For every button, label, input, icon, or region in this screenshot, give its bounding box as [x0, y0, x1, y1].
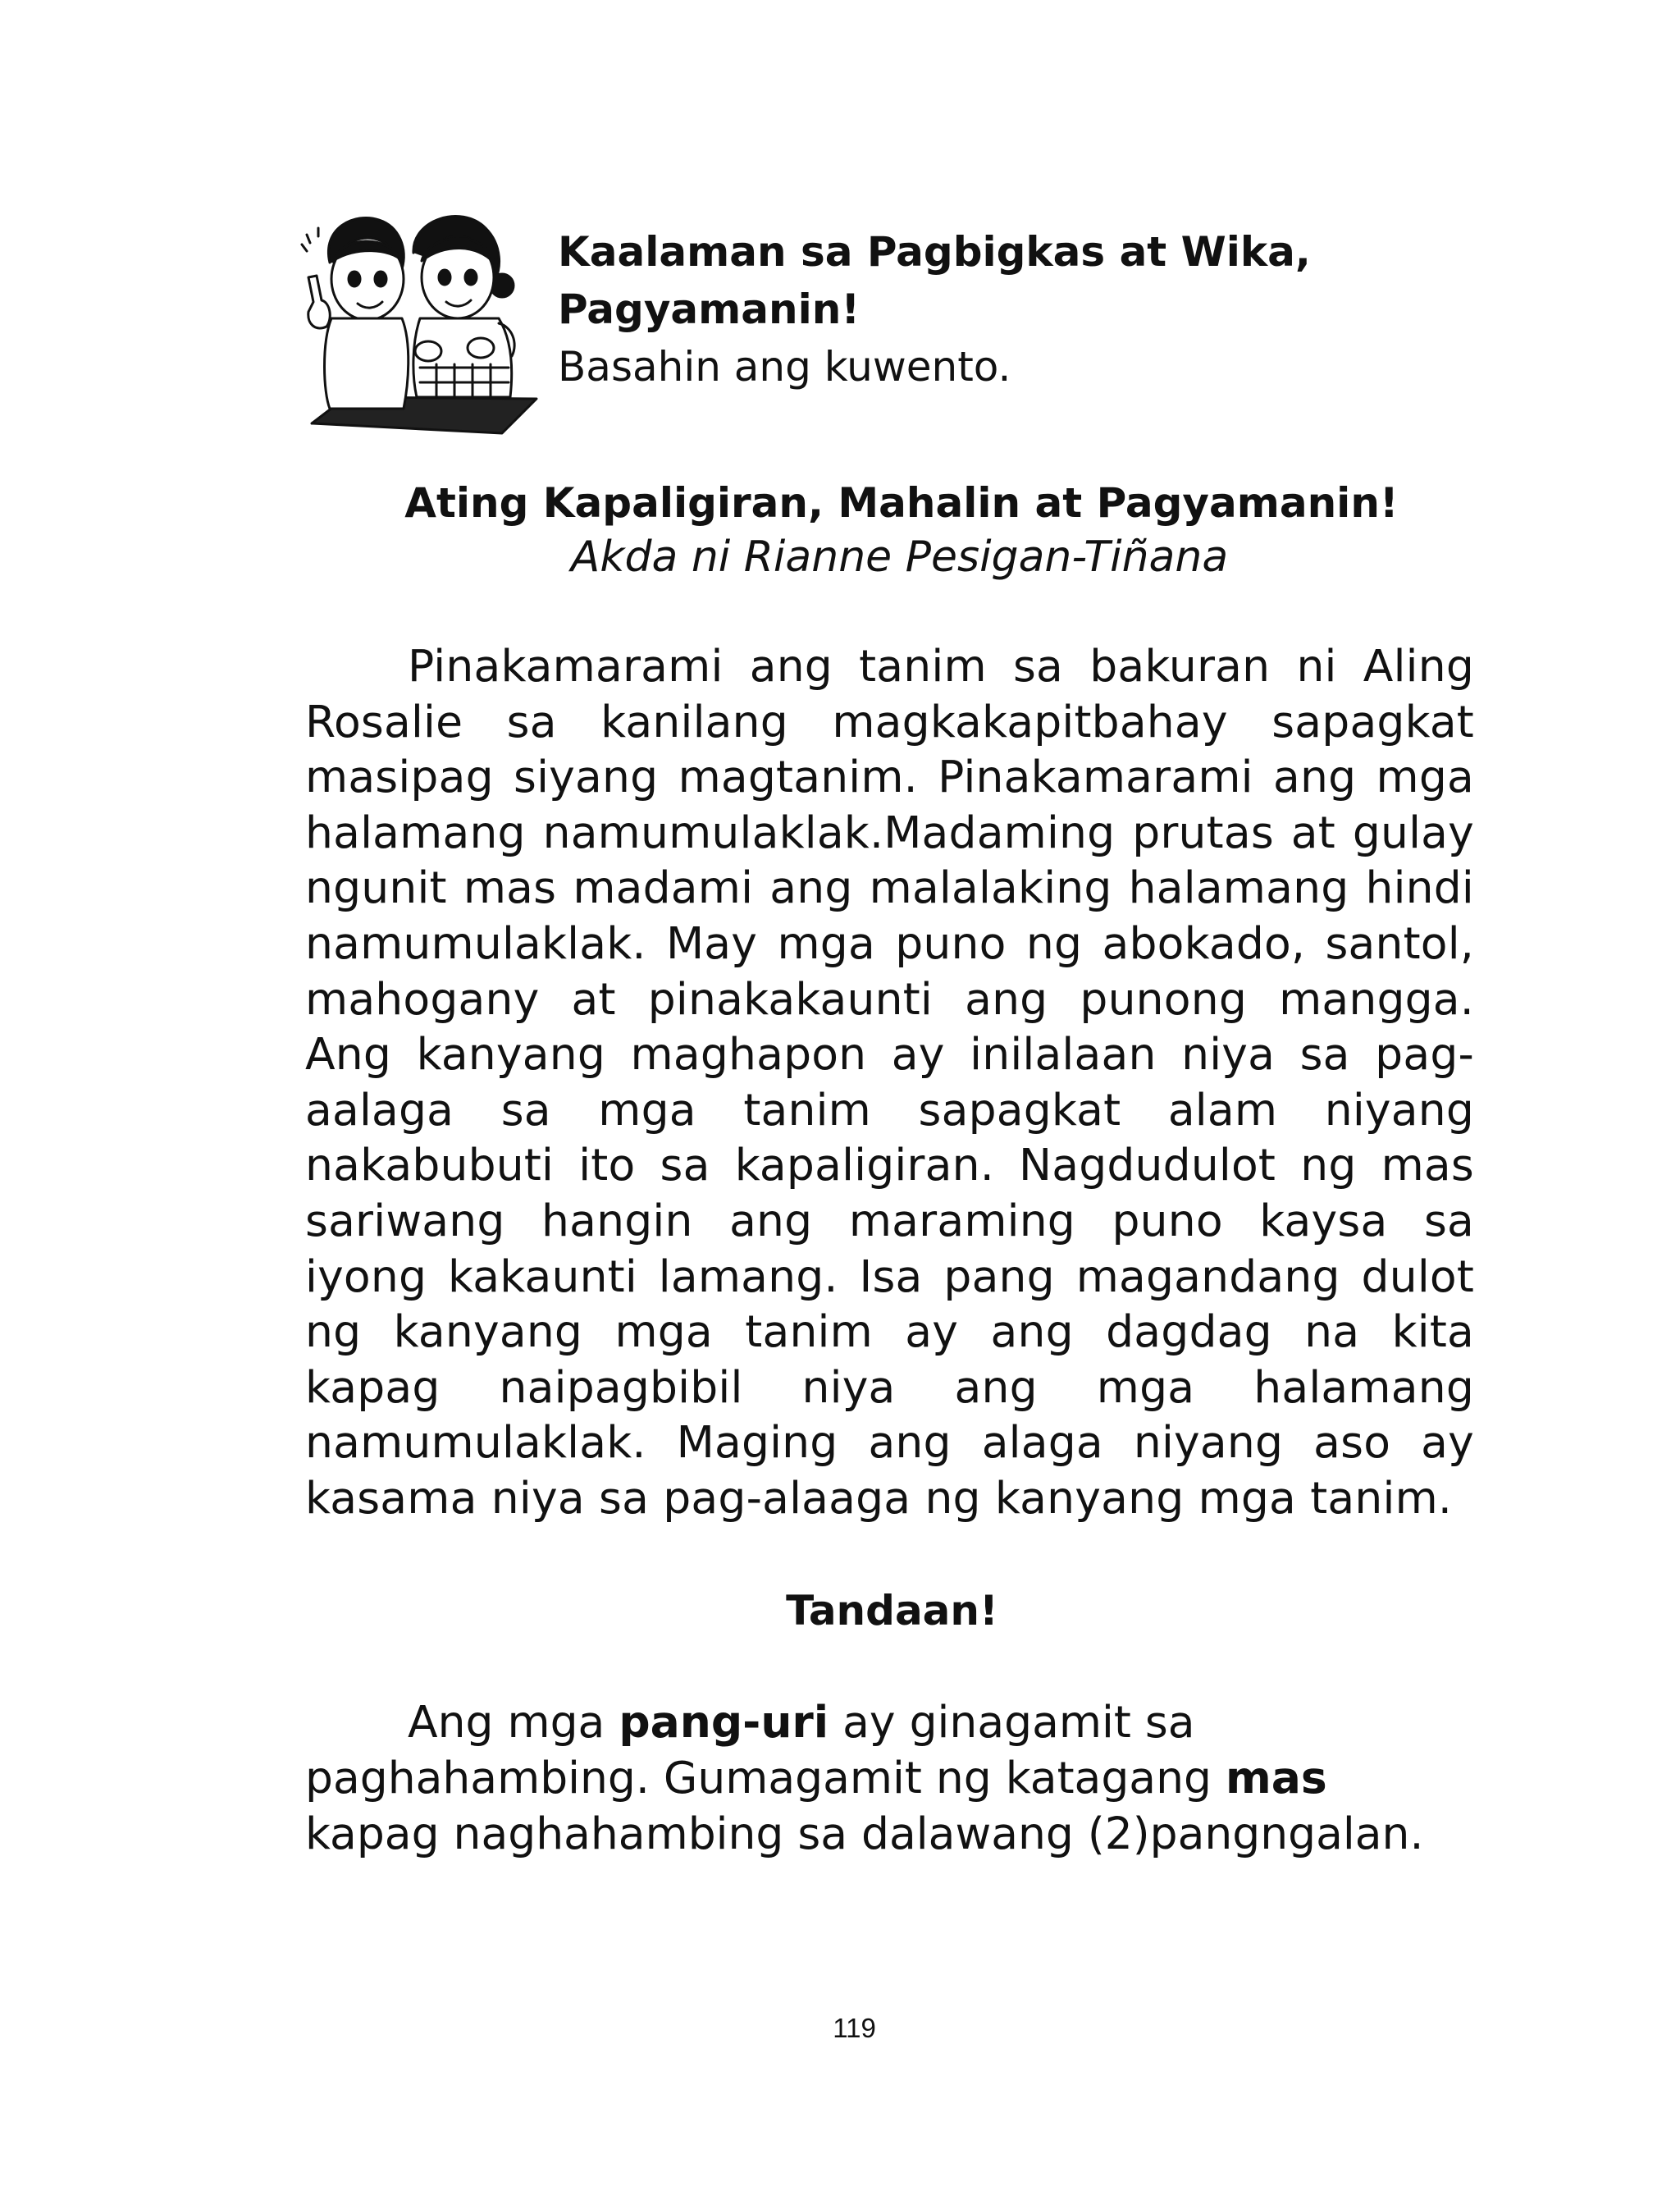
story-body: Pinakamarami ang tanim sa bakuran ni Aling Rosalie sa kanilang magkakapitbahay sapagkat masipag siyang magtanim. Pinakamarami ang mga halamang namumulaklak.Madaming prutas at gulay ngunit mas madami ang malalaking halamang hindi namumulaklak. May mga puno ng abokado, santol, mahogany at pinakakaunti ang punong mangga. Ang kanyang maghapon ay inilalaan niya sa pag-aalaga sa mga tanim sapagkat alam niyang nakabubuti ito sa kapaligiran. Nagdudulot ng mas sariwang hangin ang maraming puno kaysa sa iyong kakaunti lamang. Isa pang magandang dulot ng kanyang mga tanim ay ang dagdag na kita kapag naipagbibil niya ang mga halamang namumulaklak. Maging ang alaga niyang aso ay kasama niya sa pag-alaaga ng kanyang mga tanim. [305, 640, 1474, 1524]
rule-text [305, 1694, 1503, 1862]
children-illustration [297, 203, 543, 450]
rule-line3: kapag naghahambing sa dalawang (2)pangngalan. [305, 1808, 1424, 1859]
term-mas: mas [1225, 1752, 1327, 1804]
section-header [558, 223, 1542, 395]
story-author: Akda ni Rianne Pesigan-Tiñana [570, 533, 1229, 582]
rule-line1 [305, 1694, 1503, 1750]
instruction-text: Basahin ang kuwento. [558, 343, 1011, 391]
rule-line1-post: ay ginagamit sa [829, 1696, 1195, 1748]
term-pang-uri: pang-uri [619, 1696, 829, 1748]
rule-line2 [305, 1750, 1503, 1806]
story-title: Ating Kapaligiran, Mahalin at Pagyamanin! [404, 479, 1399, 527]
section-title-line2: Pagyamanin! [558, 286, 861, 333]
rule-line2-pre: paghahambing. Gumagamit ng katagang [305, 1752, 1226, 1804]
page-number: 119 [833, 2013, 876, 2043]
section-title-line1: Kaalaman sa Pagbigkas at Wika, [558, 228, 1311, 276]
rule-line1-pre: Ang mga [408, 1696, 619, 1748]
tandaan-heading: Tandaan! [786, 1587, 998, 1634]
